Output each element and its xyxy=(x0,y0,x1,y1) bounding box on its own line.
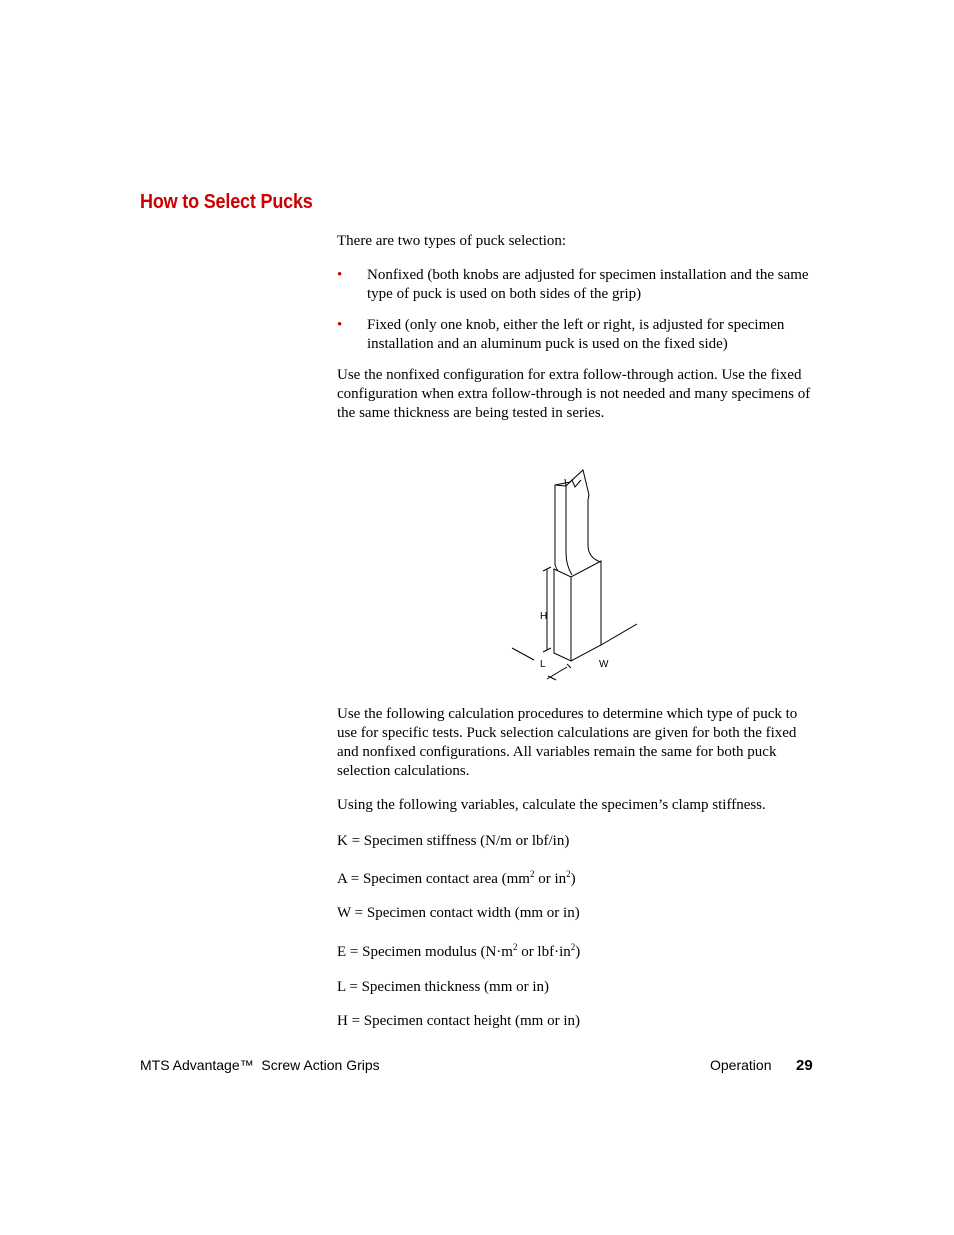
puck-dimension-figure xyxy=(500,460,650,690)
height-label: H xyxy=(540,611,548,622)
variable-h: H = Specimen contact height (mm or in) xyxy=(337,1013,580,1029)
bullet-marker: • xyxy=(337,317,343,333)
footer-section: Operation xyxy=(710,1057,772,1073)
variable-w: W = Specimen contact width (mm or in) xyxy=(337,905,580,921)
width-label: W xyxy=(599,659,609,670)
page-number: 29 xyxy=(796,1057,813,1074)
variables-intro: Using the following variables, calculate the specimen’s clamp stiffness. xyxy=(337,797,766,813)
variable-e: E = Specimen modulus ($N\cdot m^2$ or $lbf\cdot in^2$) xyxy=(337,942,581,960)
configuration-paragraph: Use the nonfixed configuration for extra follow-through action. Use the fixed configuration when extra follow-through is not needed and many specimens of the same thickness are being tested in series. xyxy=(337,367,811,421)
variable-k: K = Specimen stiffness (N/m or lbf/in) xyxy=(337,833,570,849)
footer-title: MTS Advantage™ Screw Action Grips xyxy=(140,1057,380,1073)
intro-paragraph: There are two types of puck selection: xyxy=(337,233,567,249)
bullet-marker: • xyxy=(337,267,343,283)
bullet-text: Nonfixed (both knobs are adjusted for specimen installation and the same type of puck is used on both sides of the grip) xyxy=(367,267,809,302)
specimen-diagram xyxy=(500,460,650,690)
thickness-label: L xyxy=(540,659,546,670)
variable-a: A = Specimen contact area ($mm^2$ or $in^2$) xyxy=(337,869,576,887)
variable-l: L = Specimen thickness (mm or in) xyxy=(337,979,550,995)
calculation-paragraph: Use the following calculation procedures to determine which type of puck to use for specific tests. Puck selection calculations are given for both the fixed and nonfixed configurations. All variables remain the same for both puck selection calculations. xyxy=(337,706,798,779)
bullet-text: Fixed (only one knob, either the left or right, is adjusted for specimen installation and an aluminum puck is used on the fixed side) xyxy=(367,317,785,352)
section-heading: How to Select Pucks xyxy=(140,191,313,213)
